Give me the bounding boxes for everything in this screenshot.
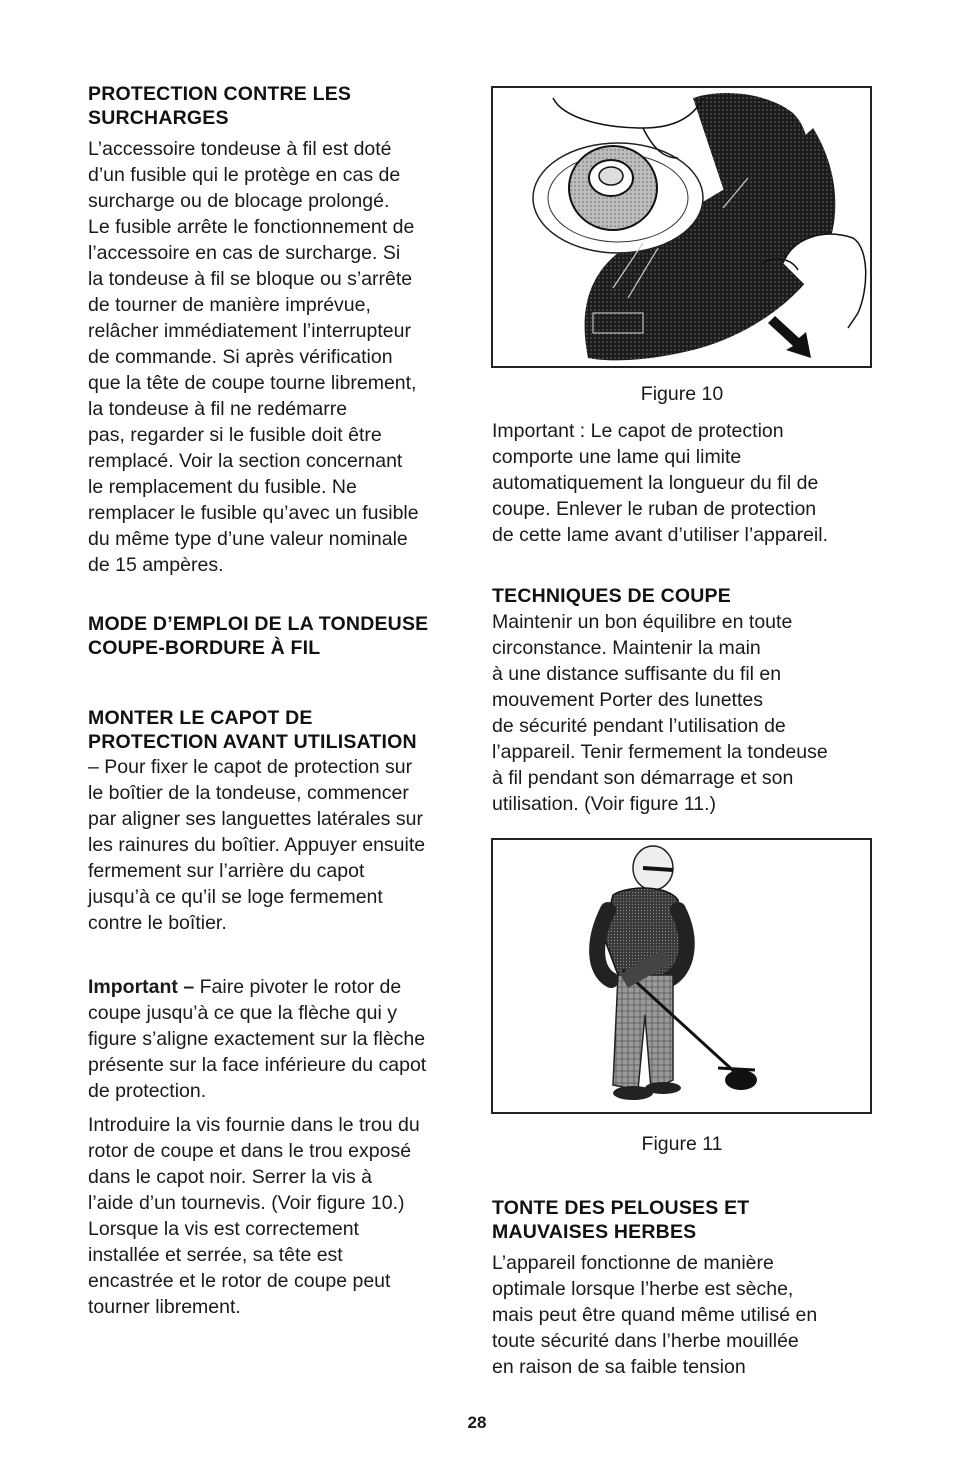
figure-10-caption: Figure 10 (640, 383, 724, 405)
left-column (88, 82, 468, 1320)
right-column-upper (492, 418, 872, 817)
paragraph-cutting-techniques: Maintenir un bon équilibre en toute circonstance. Maintenir la main à une distance suffisante du fil en mouvement Porter des lunettes de sécurité pendant l’utilisation de l’appareil. Tenir fermement la tondeuse à fil pendant son démarrage et son utilisation. (Voir figure 11.) (492, 611, 828, 815)
figure-10-illustration (491, 86, 872, 368)
right-column-lower (492, 1196, 872, 1380)
heading-cutting-techniques: TECHNIQUES DE COUPE (492, 585, 731, 607)
paragraph-overload: L’accessoire tondeuse à fil est doté d’un fusible qui le protège en cas de surcharge ou de blocage prolongé. Le fusible arrête le fonctionnement de l’accessoire en cas de surcharge. Si la tondeuse à fil se bloque ou s’arrête de tourner de manière imprévue, relâcher immédiatement l’interrupteur de commande. Si après vérification que la tête de coupe tourne librement, la tondeuse à fil ne redémarre pas, regarder si le fusible doit être remplacé. Voir la section concernant le remplacement du fusible. Ne remplacer le fusible qu’avec un fusible du même type d’une valeur nominale de 15 ampères. (88, 138, 419, 576)
figure-11-caption: Figure 11 (641, 1133, 723, 1155)
paragraph-mount-guard: – Pour fixer le capot de protection sur le boîtier de la tondeuse, commencer par aligner ses languettes latérales sur les rainures du boîtier. Appuyer ensuite fermement sur l’arrière du capot jusqu’à ce qu’il se loge fermement contre le boîtier. (88, 756, 426, 934)
figure-11-illustration (491, 838, 872, 1114)
paragraph-screw: Introduire la vis fournie dans le trou du rotor de coupe et dans le trou exposé dans le capot noir. Serrer la vis à l’aide d’un tournevis. (Voir figure 10.) Lorsque la vis est correctement installée et serrée, sa tête est encastrée et le rotor de coupe peut tourner librement. (88, 1114, 420, 1318)
heading-mount-guard: MONTER LE CAPOT DE PROTECTION AVANT UTILISATION (88, 707, 417, 753)
paragraph-important-rotor: Important – Faire pivoter le rotor de coupe jusqu’à ce que la flèche qui y figure s’aligne exactement sur la flèche présente sur la face inférieure du capot de protection. (88, 976, 427, 1102)
heading-usage-mode: MODE D’EMPLOI DE LA TONDEUSE COUPE-BORDURE À FIL (88, 613, 429, 659)
operator-trimming-illustration (493, 840, 870, 1112)
guard-rotor-illustration (493, 88, 870, 366)
heading-overload-protection: PROTECTION CONTRE LES SURCHARGES (88, 83, 352, 129)
heading-lawn-weeds: TONTE DES PELOUSES ET MAUVAISES HERBES (492, 1197, 750, 1243)
paragraph-lawn-weeds: L’appareil fonctionne de manière optimale lorsque l’herbe est sèche, mais peut être quand même utilisé en toute sécurité dans l’herbe mouillée en raison de sa faible tension (492, 1252, 818, 1378)
page-number: 28 (467, 1413, 487, 1432)
paragraph-guard-blade: Important : Le capot de protection comporte une lame qui limite automatiquement la longueur du fil de coupe. Enlever le ruban de protection de cette lame avant d’utiliser l’appareil. (492, 420, 829, 546)
